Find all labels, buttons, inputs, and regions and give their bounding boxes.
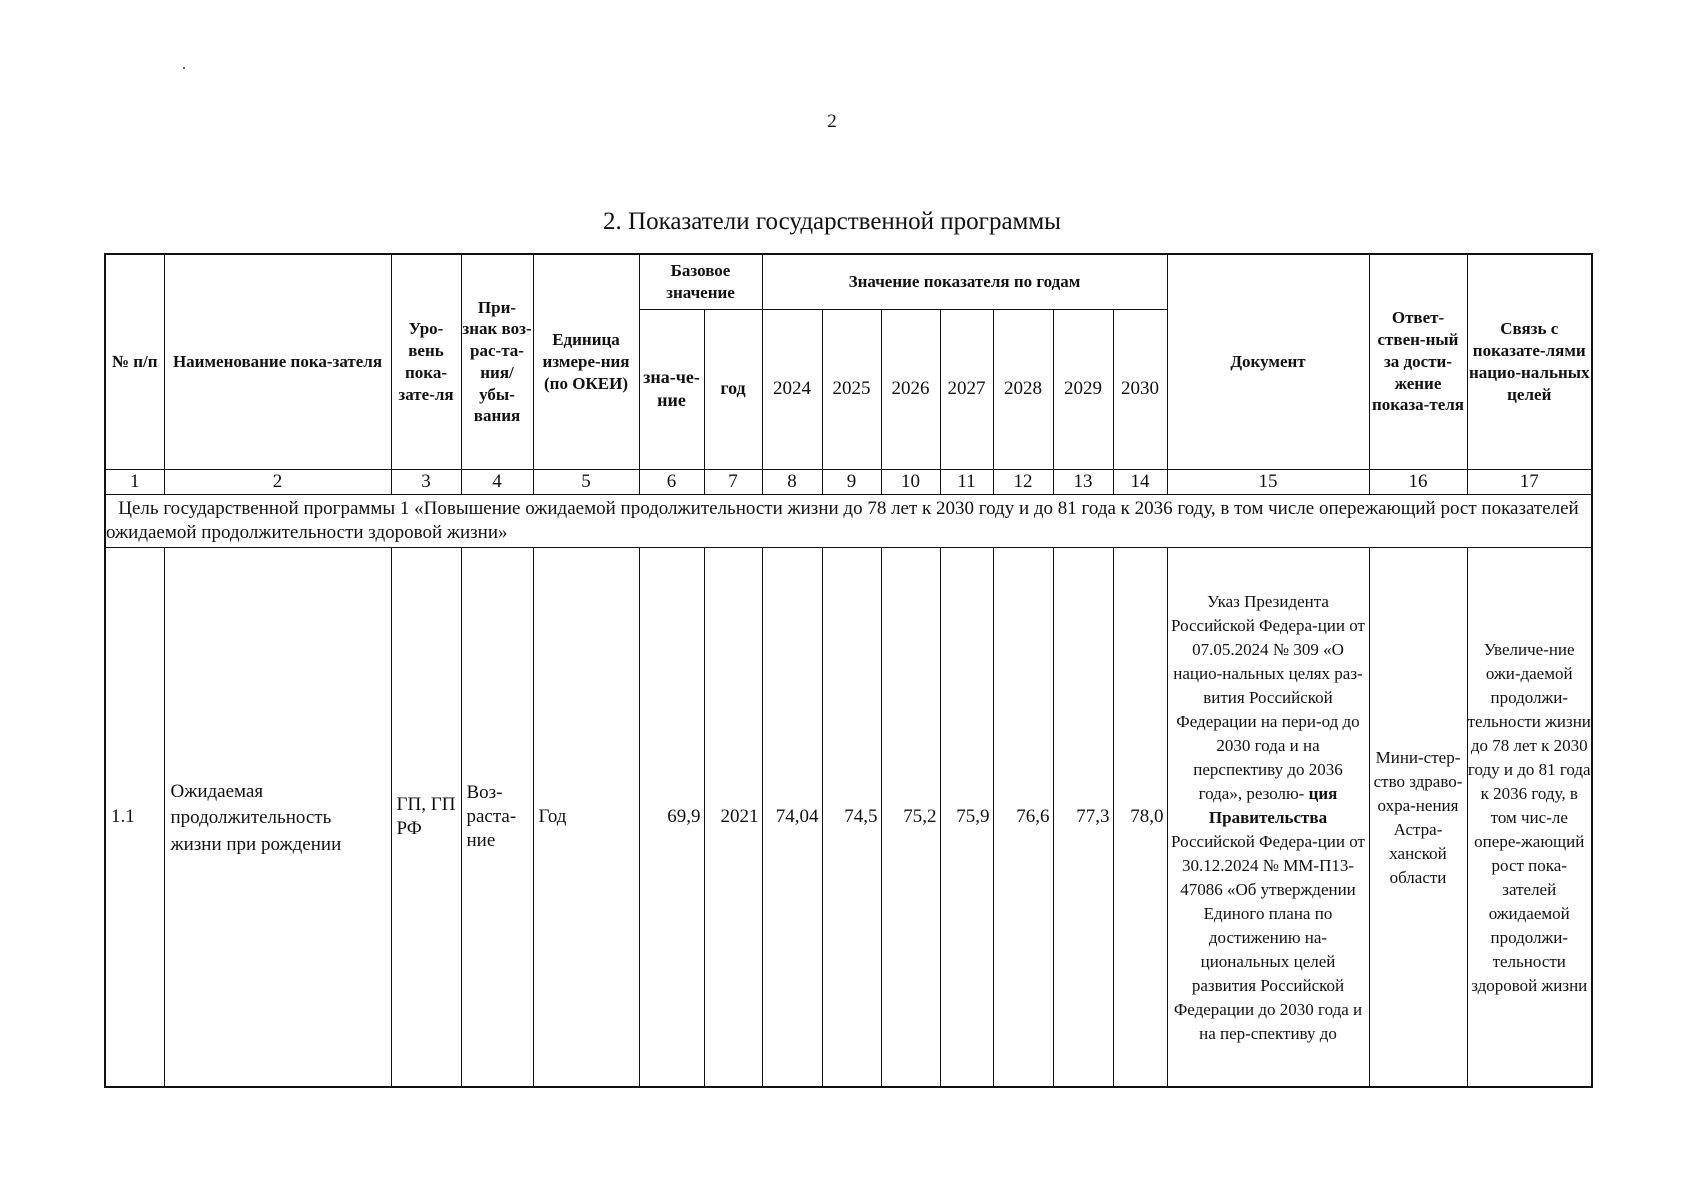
column-number: 14 xyxy=(1113,469,1167,494)
column-number: 17 xyxy=(1467,469,1592,494)
scan-speck xyxy=(183,67,185,69)
column-number-row xyxy=(105,469,1592,494)
row-value-2027: 75,9 xyxy=(940,547,993,1087)
row-value-2029: 77,3 xyxy=(1053,547,1113,1087)
table-row xyxy=(105,547,1592,1087)
column-number: 8 xyxy=(762,469,822,494)
column-number: 10 xyxy=(881,469,940,494)
row-value-2024: 74,04 xyxy=(762,547,822,1087)
header-responsible: Ответ-ствен-ный за дости-жение показа-теля xyxy=(1369,254,1467,469)
header-num: № п/п xyxy=(105,254,164,469)
column-number: 16 xyxy=(1369,469,1467,494)
header-year: 2030 xyxy=(1113,309,1167,469)
row-sign: Воз-раста-ние xyxy=(461,547,533,1087)
indicators-table xyxy=(104,253,1593,1088)
column-number: 4 xyxy=(461,469,533,494)
row-value-2026: 75,2 xyxy=(881,547,940,1087)
column-number: 3 xyxy=(391,469,461,494)
header-document: Документ xyxy=(1167,254,1369,469)
header-level: Уро-вень пока-зате-ля xyxy=(391,254,461,469)
row-unit: Год xyxy=(533,547,639,1087)
column-number: 13 xyxy=(1053,469,1113,494)
column-number: 1 xyxy=(105,469,164,494)
row-value-2030: 78,0 xyxy=(1113,547,1167,1087)
header-year: 2025 xyxy=(822,309,881,469)
document-text-part3: Российской Федера-ции от 30.12.2024 № ММ-П13-47086 «Об утверждении Единого плана по достижению на-циональных целей развития Российской Федерации до 2030 года и на пер-спективу до xyxy=(1171,832,1365,1043)
header-base-group: Базовое значение xyxy=(639,254,762,309)
column-number: 9 xyxy=(822,469,881,494)
header-sign: При-знак воз-рас-та-ния/ убы-вания xyxy=(461,254,533,469)
row-value-2028: 76,6 xyxy=(993,547,1053,1087)
header-name: Наименование пока-зателя xyxy=(164,254,391,469)
document-text-part2: ция Правительства xyxy=(1208,784,1338,828)
column-number: 2 xyxy=(164,469,391,494)
row-level: ГП, ГП РФ xyxy=(391,547,461,1087)
column-number: 15 xyxy=(1167,469,1369,494)
header-base-year: год xyxy=(704,309,762,469)
header-years-group: Значение показателя по годам xyxy=(762,254,1167,309)
row-link: Увеличе-ние ожи-даемой продолжи-тельности жизни до 78 лет к 2030 году и до 81 года к 2036 году, в том чис-ле опере-жающий рост пока-зателей ожидаемой продолжи-тельности здоровой жизни xyxy=(1467,547,1592,1087)
column-number: 12 xyxy=(993,469,1053,494)
document-text-part1: Указ Президента Российской Федера-ции от 07.05.2024 № 309 «О нацио-нальных целях раз-вития Российской Федерации на пери-од до 2030 года и на перспективу до 2036 года», резолю- xyxy=(1171,592,1365,804)
header-base-value: зна-че-ние xyxy=(639,309,704,469)
section-title: 2. Показатели государственной программы xyxy=(603,208,1061,235)
row-document xyxy=(1167,547,1369,1087)
header-year: 2028 xyxy=(993,309,1053,469)
header-row-1 xyxy=(105,254,1592,309)
row-num: 1.1 xyxy=(105,547,164,1087)
page-number: 2 xyxy=(827,111,837,132)
column-number: 6 xyxy=(639,469,704,494)
row-responsible: Мини-стер-ство здраво-охра-нения Астра-ханской области xyxy=(1369,547,1467,1087)
header-year: 2027 xyxy=(940,309,993,469)
column-number: 11 xyxy=(940,469,993,494)
header-year: 2029 xyxy=(1053,309,1113,469)
column-number: 5 xyxy=(533,469,639,494)
row-base-value: 69,9 xyxy=(639,547,704,1087)
row-indicator-name: Ожидаемая продолжительность жизни при рождении xyxy=(164,547,391,1087)
header-year: 2026 xyxy=(881,309,940,469)
goal-text: Цель государственной программы 1 «Повышение ожидаемой продолжительности жизни до 78 лет к 2030 году и до 81 года к 2036 году, в том числе опережающий рост показателей ожидаемой продолжительности здоровой жизни» xyxy=(105,494,1592,547)
header-link: Связь с показате-лями нацио-нальных целей xyxy=(1467,254,1592,469)
row-value-2025: 74,5 xyxy=(822,547,881,1087)
header-unit: Единица измере-ния (по ОКЕИ) xyxy=(533,254,639,469)
goal-row xyxy=(105,494,1592,547)
column-number: 7 xyxy=(704,469,762,494)
header-year: 2024 xyxy=(762,309,822,469)
row-base-year: 2021 xyxy=(704,547,762,1087)
